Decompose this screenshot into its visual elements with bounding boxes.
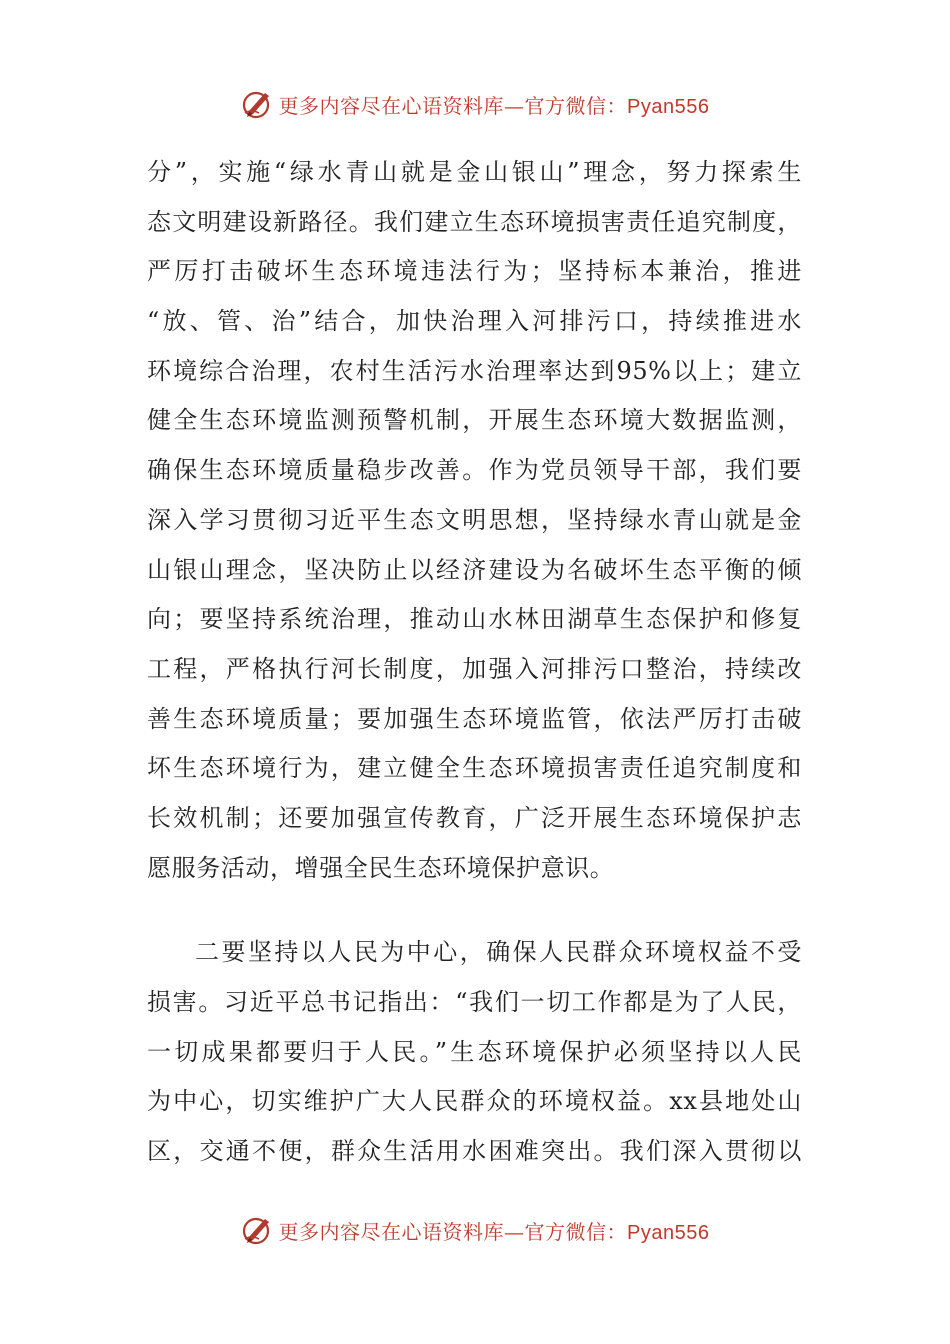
paragraph-line: 环境综合治理，农村生活污水治理率达到95%以上；建立 bbox=[147, 356, 802, 385]
paragraph-line: 为中心，切实维护广大人民群众的环境权益。xx县地处山 bbox=[147, 1087, 802, 1116]
paragraph-line: 损害。习近平总书记指出：“我们一切工作都是为了人民， bbox=[147, 988, 802, 1016]
paragraph-line: 山银山理念，坚决防止以经济建设为名破坏生态平衡的倾 bbox=[147, 555, 802, 584]
document-body bbox=[147, 148, 802, 1177]
paragraph-line: 确保生态环境质量稳步改善。作为党员领导干部，我们要 bbox=[147, 456, 802, 485]
paragraph-line: 工程，严格执行河长制度，加强入河排污口整治，持续改 bbox=[147, 654, 802, 683]
paragraph-line: “放、管、治”结合，加快治理入河排污口，持续推进水 bbox=[147, 307, 802, 336]
paragraph-line: 区，交通不便，群众生活用水困难突出。我们深入贯彻以 bbox=[147, 1137, 802, 1166]
paragraph-line: 坏生态环境行为，建立健全生态环境损害责任追究制度和 bbox=[147, 754, 802, 783]
paragraph-line: 一切成果都要归于人民。”生态环境保护必须坚持以人民 bbox=[147, 1037, 802, 1066]
paragraph-line: 二要坚持以人民为中心，确保人民群众环境权益不受 bbox=[195, 938, 802, 967]
paragraph-line: 健全生态环境监测预警机制，开展生态环境大数据监测， bbox=[147, 406, 802, 435]
paragraph-line: 长效机制；还要加强宣传教育，广泛开展生态环境保护志 bbox=[147, 803, 802, 832]
watermark-banner-top bbox=[0, 84, 950, 124]
watermark-text: 更多内容尽在心语资料库—官方微信：Pyan556 bbox=[278, 93, 710, 118]
paragraph-2 bbox=[147, 928, 802, 1176]
paragraph-gap bbox=[147, 893, 802, 928]
paragraph-line: 善生态环境质量；要加强生态环境监管，依法严厉打击破 bbox=[147, 704, 802, 733]
watermark-text: 更多内容尽在心语资料库—官方微信：Pyan556 bbox=[278, 1219, 710, 1244]
paragraph-line: 态文明建设新路径。我们建立生态环境损害责任追究制度， bbox=[147, 207, 802, 236]
paragraph-line: 严厉打击破坏生态环境违法行为；坚持标本兼治，推进 bbox=[147, 257, 802, 286]
paragraph-line: 愿服务活动，增强全民生态环境保护意识。 bbox=[147, 853, 615, 882]
pen-circle-logo-icon bbox=[241, 87, 275, 121]
watermark-banner-bottom bbox=[0, 1210, 950, 1250]
paragraph-line: 向；要坚持系统治理，推动山水林田湖草生态保护和修复 bbox=[147, 605, 802, 634]
pen-circle-logo-icon bbox=[241, 1213, 275, 1247]
paragraph-line: 分”，实施“绿水青山就是金山银山”理念，努力探索生 bbox=[147, 158, 802, 186]
paragraph-line: 深入学习贯彻习近平生态文明思想，坚持绿水青山就是金 bbox=[147, 505, 802, 534]
paragraph-1 bbox=[147, 148, 802, 893]
